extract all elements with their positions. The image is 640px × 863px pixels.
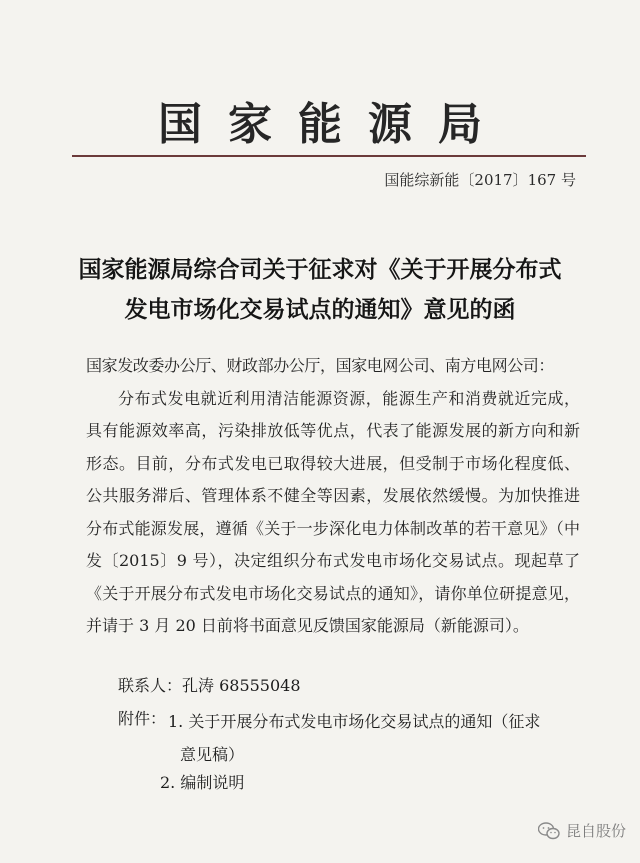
watermark	[538, 820, 626, 841]
watermark-text: 昆自股份	[565, 822, 626, 840]
attachment-item-1	[168, 706, 588, 771]
attachments-label: 附件：	[118, 709, 167, 728]
attachment-item-2: 2. 编制说明	[160, 773, 245, 792]
header-divider	[72, 155, 586, 157]
contact-person: 联系人：孔涛 68555048	[118, 676, 301, 695]
document-body	[86, 350, 580, 643]
wechat-icon	[538, 822, 560, 840]
document-title-line-1: 国家能源局综合司关于征求对《关于开展分布式	[78, 256, 562, 283]
addressee-line: 国家发改委办公厅、财政部办公厅，国家电网公司、南方电网公司：	[86, 356, 555, 375]
document-title-line-2: 发电市场化交易试点的通知》意见的函	[124, 296, 516, 323]
attachment-item-1-line-1: 1. 关于开展分布式发电市场化交易试点的通知（征求	[168, 712, 541, 731]
issuing-authority-title: 国家能源局	[158, 99, 508, 150]
body-paragraph: 分布式发电就近利用清洁能源资源，能源生产和消费就近完成，具有能源效率高，污染排放低等优点，代表了能源发展的新方向和新形态。目前，分布式发电已取得较大进展，但受制于市场化程度低、公共服务滞后、管理体系不健全等因素，发展依然缓慢。为加快推进分布式能源发展，遵循《关于一步深化电力体制改革的若干意见》（中发〔2015〕9 号），决定组织分布式发电市场化交易试点。现起草了《关于开展分布式发电市场化交易试点的通知》，请你单位研提意见，并请于 3 月 20 日前将书面意见反馈国家能源局（新能源司）。	[86, 388, 580, 635]
attachment-item-1-line-2: 意见稿）	[180, 744, 245, 764]
document-title	[60, 250, 580, 330]
document-number: 国能综新能〔2017〕167 号	[384, 171, 576, 189]
